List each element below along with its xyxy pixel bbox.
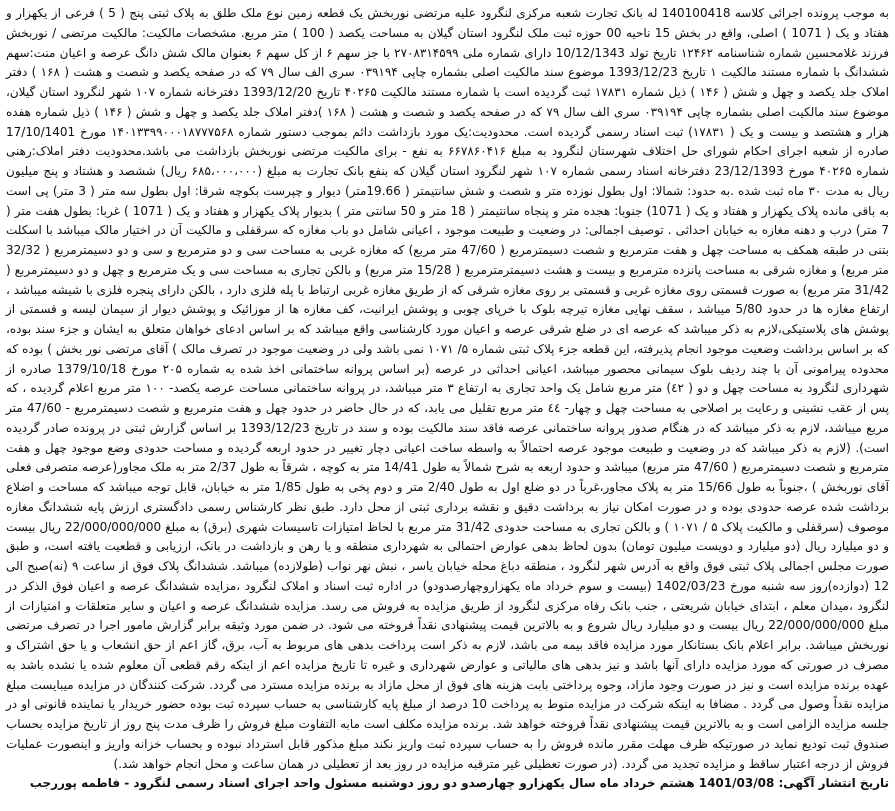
notice-footer: تاریخ انتشار آگهی: 1401/03/08 هشتم خرداد ماه سال یکهزارو چهارصدو دو روز دوشنبه مسئول واحد اجرای اسناد رسمی لنگرود - فاطمه پوررجب	[29, 776, 889, 791]
notice-body-paragraph: به موجب پرونده اجرائی کلاسه 140100418 له بانک تجارت شعبه مرکزی لنگرود علیه مرتضی نوربخش یک قطعه زمین نوع ملک طلق به پلاک ثبتی پنج ( 5 ) فرعی از یکهزار و هفتاد و یک ( 1071 ) اصلی، واقع در بخش 15 ناحیه 00 حوزه ثبت ملک لنگرود استان گیلان به مساحت یکصد ( 100 ) متر مربع. مشخصات مالکیت: مالکیت مرتضی / نوربخش فرزند غلامحسین شماره شناسنامه ۱۲۴۶۲ تاریخ تولد 10/12/1343 دارای شماره ملی ۲۷۰۸۳۱۴۵۹۹ با جز سهم ۶ از کل سهم ۶ بعنوان مالک شش دانگ عرصه و اعیان منت:سهم ششدانگ با شماره مستند مالکیت ۱ تاریخ 1393/12/23 موضوع سند مالکیت اصلی بشماره چاپی ۰۳۹۱۹۴ سری الف سال ۷۹ که در صفحه یکصد و شصت و هشت ( ۱۶۸ ) دفتر املاک جلد یکصد و چهل و شش ( ۱۴۶ ) ذیل شماره ۱۷۸۳۱ ثبت گردیده است با شماره مستند مالکیت ۴۰۲۶۵ تاریخ 1393/12/20 دفترخانه شماره ۱۰۷ شهر لنگرود استان گیلان، موضوع سند مالکیت اصلی بشماره چاپی ۰۳۹۱۹۴ سری الف سال ۷۹ که در صفحه یکصد و شصت و هشت ( ۱۶۸ )دفتر املاک جلد یکصد و چهل و شش ( ۱۴۶ ) ذیل شماره هفده هزار و هشتصد و بیست و یک ( ۱۷۸۳۱) ثبت اسناد رسمی گردیده است. محدودیت:یک مورد بازداشت دائم بموجب دستور شماره ۱۴۰۱۳۳۹۹۰۰۰۱۸۷۷۷۵۶۸ مورخ 17/10/1401 صادره از شعبه اجرای احکام شورای حل اختلاف شهرستان لنگرود به مبلغ ۶۶۷۸۶۰۴۱۶ به نفع - برای مالکیت مرتضی نوربخش بازداشت می باشد.محدودیت دفتر املاک:رهنی شماره ۴۰۲۶۵ مورخ 23/12/1393 دفترخانه اسناد رسمی شماره ۱۰۷ شهر لنگرود استان گیلان که بنفع بانک تجارت به مبلغ (۶۸۵،۰۰۰،۰۰۰ ریال) ششصد و هشتاد و پنج میلیون ریال به مدت ۳۰ ماه ثبت شده .به حدود: شمالا: اول بطول نوزده متر و شصت و شش سانتیمتر ( 19.66متر) دیوار و چپرست بکوچه شرقا: اول بطول سه متر ( 3 متر) پی است به باقی مانده پلاک یکهزار و هفتاد و یک ( 1071) جنوبا: هجده متر و پنجاه سانتیمتر ( 18 متر و 50 سانتی متر ) بدیوار پلاک یکهزار و هفتاد و یک ( 1071 ) غربا: بطول هفت متر ( 7 متر) درب و دهنه مغازه به خیابان احداثی . توصیف اجمالی: در وضعیت و طبیعت موجود ، اعیانی شامل دو باب مغازه که سرقفلی و مالکیت آن در اختیار مالک میباشد با اسکلت بتنی در طبقه همکف به مساحت چهل و هفت مترمربع و شصت دسیمترمربع ( 47/60 متر مربع) که مغازه غربی به مساحت سی و دو مترمربع و سی و دو دسیمترمربع ( 32/32 متر مربع) و مغازه شرقی به مساحت پانزده مترمربع و بیست و هشت دسیمترمترمربع ( 15/28 متر مربع) و بالکن تجاری به مساحت سی و یک مترمربع و چهل و دو دسیمترمربع ( 31/42 متر مربع) به صورت قسمتی روی مغازه غربی و قسمتی بر روی مغازه شرقی که از طریق مغازه غربی ارتباط با پله فلزی دارد ، بالکن دارای پنجره فلزی با شیشه میباشد ، ارتفاع مغازه ها در حدود 5/80 میباشد ، سقف نهایی مغازه تیرچه بلوک با خرپای چوبی و پوشش ایرانیت، کف مغازه ها از موزائیک و پوشش دیوار از سیمان لیسه و قسمتی از پوشش های پلاستیکی،لازم به ذکر میباشد که عرصه ای در ضلع شرقی عرصه و اعیان مورد کارشناسی واقع میباشد که بر اساس ادعای خواهان متعلق به ایشان و جزء سند بوده، که بر اساس برداشت وضعیت موجود انجام پذیرفته، این قطعه جزء پلاک ثبتی شماره ۵/ ۱۰۷۱ نمی باشد ولی در وضعیت موجود در تصرف مالک ) آقای مرتضی نور بخش ) بوده که محدوده پیرامونی آن با چند ردیف بلوک سیمانی محصور میباشد، اعیانی احداثی در عرصه (بر اساس پروانه ساختمانی اخذ شده به شماره ۲۰۵ مورخ 1379/10/18 صادره از شهرداری لنگرود به مساحت چهل و دو ( ٤٢) متر مربع شامل یک واحد تجاری به ارتفاع ۳ متر میباشد، در پروانه ساختمانی مساحت عرصه یکصد- ۱۰۰ متر مربع اعلام گردیده ، که پس از عقب نشینی و رعایت بر اصلاحی به مساحت چهل و چهار- ٤٤ متر مربع تقلیل می یابد، که در حال حاضر در حدود چهل و هفت مترمربع و شصت دسیمترمربع - 47/60 متر مربع میباشد، لازم به ذکر میباشد که در هنگام صدور پروانه ساختمانی عرصه فاقد سند مالکیت بوده و سند در تاریخ 1393/12/23 بر اساس گزارش ثبتی در پرونده صادر گردیده است). (لازم به ذکر میباشد که در وضعیت و طبیعت موجود عرصه احتمالاً به واسطه ساخت اعیانی دچار تغییر در حدود اربعه گردیده و مساحت حدودی وضع موجود چهل و هفت مترمربع و شصت دسیمترمربع ( 47/60 متر مربع) میباشد و حدود اربعه به شرح شمالاً به طول 14/41 متر به کوچه ، شرقاً به طول 2/37 متر به ملک مجاور(عرصه متصرفی فعلی آقای نوربخش ) ،جنوباً به طول 15/66 متر به پلاک مجاور،غرباً در دو ضلع اول به طول 2/40 متر و دوم پخی به طول 1/85 متر به خیابان، قابل توجه میباشد که مساحت و اضلاع برداشت شده عرصه حدودی بوده و در صورت امکان نیاز به برداشت دقیق و نقشه برداری ثبتی از محل دارد. طبق نظر کارشناس رسمی دادگستری ارزش پایه ششدانگ مغازه موصوف (سرقفلی و مالکیت پلاک ۵ / ۱۰۷۱ ) و بالکن تجاری به مساحت حدودی 31/42 متر مربع با لحاظ امتیازات تاسیسات شهری (برق) به مبلغ 22/000/000/000 ریال بیست و دو میلیارد ریال (دو میلیارد و دویست میلیون تومان) بدون لحاظ بدهی عوارض احتمالی به شهرداری منطقه و یا رهن و بازداشت در بانک، ارزیابی و قطعیت یافته است، و طبق صورت مجلس اجمالی پلاک ثبتی فوق واقع به آدرس شهر لنگرود ، منطقه دباغ محله خیابان یاسر ، نبش نهر نواب (طولازده) میباشد. ششدانگ پلاک فوق از ساعت ۹ (نه)صبح الی 12 (دوازده)روز سه شنبه مورخ 1402/03/23 (بیست و سوم خرداد ماه یکهزاروچهارصدودو) در اداره ثبت اسناد و املاک لنگرود ،مزایده ششدانگ عرصه و اعیان فوق الذکر در لنگرود ،میدان معلم ، ابتدای خیابان شریعتی ، جنب بانک رفاه مرکزی لنگرود از طریق مزایده به فروش می رسد. مزایده ششدانگ عرصه و اعیان و سایر متعلقات و امتیازات از مبلغ 22/000/000/000 ریال بیست و دو میلیارد ریال شروع و به بالاترین قیمت پیشنهادی نقداً فروخته می شود. در ضمن مورد وثیقه برابر گزارش مامور اجرا در تصرف مرتضی نوربخش میباشد. برابر اعلام بانک بستانکار مورد مزایده فاقد بیمه می باشد، لازم به ذکر است پرداخت بدهی های مربوط به آب، برق، گاز اعم از حق انشعاب و یا حق اشتراک و مصرف در صورتی که مورد مزایده دارای آنها باشد و نیز بدهی های مالیاتی و عوارض شهرداری و غیره تا تاریخ مزایده اعم از اینکه رقم قطعی آن معلوم شده یا نشده باشد به عهده برنده مزایده است و نیز در صورت وجود مازاد، وجوه پرداختی بابت هزینه های فوق از محل مازاد به برنده مزایده مسترد می گردد. شرکت کنندگان در مزایده میبایست مبلغ مزایده نقداً وصول می گردد . مضافا به اینکه شرکت در مزایده منوط به پرداخت 10 درصد از مبلغ پایه کارشناسی به حساب سپرده ثبت بوده حضور خریدار یا نماینده قانونی او در جلسه مزایده الزامی است و به بالاترین قیمت پیشنهادی نقداً فروخته خواهد شد. برنده مزایده مکلف است مابه التفاوت مبلغ فروش را ظرف مدت پنج روز از تاریخ مزایده بحساب صندوق ثبت تودیع نماید در صورتیکه ظرف مهلت مقرر مانده فروش را به حساب سپرده ثبت واریز نکند مبلغ مذکور قابل استرداد نبوده و بحساب خزانه واریز و اینصورت عملیات فروش از درجه اعتبار ساقط و مزایده تجدید می گردد. (در صورت تعطیلی غیر مترقبه مزایده در روز بعد از تعطیلی در همان ساعت و محل انجام خواهد شد.)	[6, 6, 890, 771]
